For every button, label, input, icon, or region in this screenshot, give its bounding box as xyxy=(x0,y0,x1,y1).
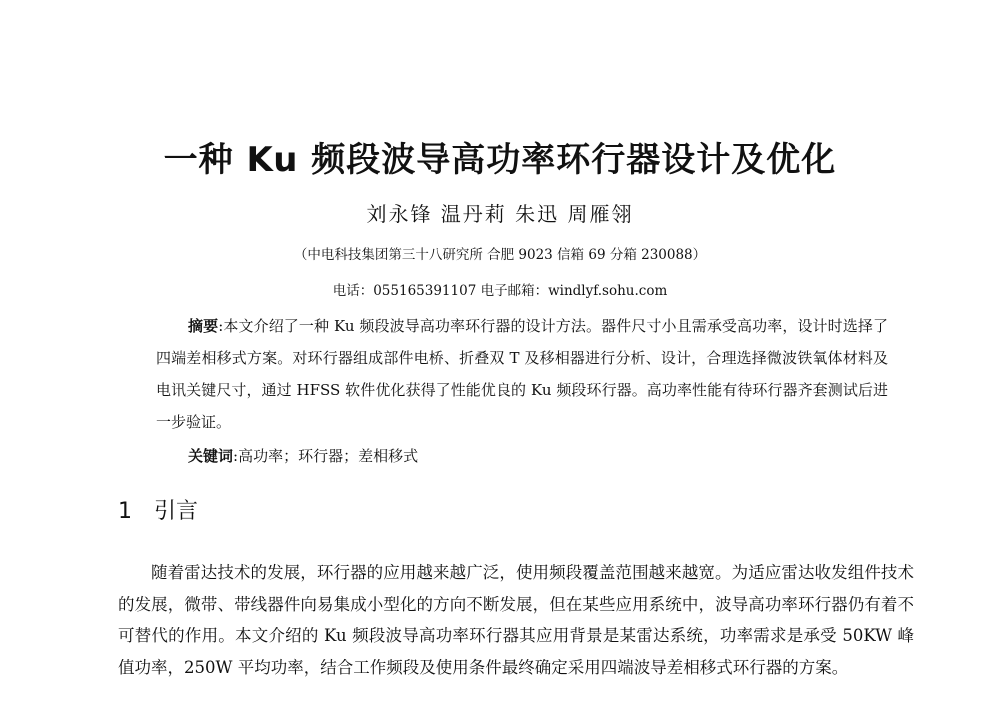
keywords xyxy=(188,442,418,470)
abstract-text: :本文介绍了一种 Ku 频段波导高功率环行器的设计方法。器件尺寸小且需承受高功率，设计时选择了四端差相移式方案。对环行器组成部件电桥、折叠双 T 及移相器进行分析、设计，合理选择微波铁氧体材料及电讯关键尺寸，通过 HFSS 软件优化获得了性能优良的 Ku 频段环行器。高功率性能有待环行器齐套测试后进一步验证。 xyxy=(156,317,888,431)
affiliation: （中电科技集团第三十八研究所 合肥 9023 信箱 69 分箱 230088） xyxy=(293,247,707,263)
section-number: 1 xyxy=(118,499,132,524)
keywords-text: :高功率；环行器；差相移式 xyxy=(233,447,419,465)
section-title: 引言 xyxy=(154,499,199,524)
contact-info: 电话：055165391107 电子邮箱：windlyf.sohu.com xyxy=(332,283,668,299)
section-heading xyxy=(118,496,198,528)
abstract xyxy=(156,310,888,438)
abstract-label: 摘要 xyxy=(188,317,219,335)
keywords-label: 关键词 xyxy=(188,447,234,465)
body-paragraph: 随着雷达技术的发展，环行器的应用越来越广泛，使用频段覆盖范围越来越宽。为适应雷达收发组件技术的发展，微带、带线器件向易集成小型化的方向不断发展，但在某些应用系统中，波导高功率环行器仍有着不可替代的作用。本文介绍的 Ku 频段波导高功率环行器其应用背景是某雷达系统，功率需求是承受 50KW 峰值功率，250W 平均功率，结合工作频段及使用条件最终确定采用四端波导差相移式环行器的方案。 xyxy=(118,563,914,677)
author-list: 刘永锋 温丹莉 朱迅 周雁翎 xyxy=(366,202,634,226)
paper-title: 一种 Ku 频段波导高功率环行器设计及优化 xyxy=(163,140,837,180)
